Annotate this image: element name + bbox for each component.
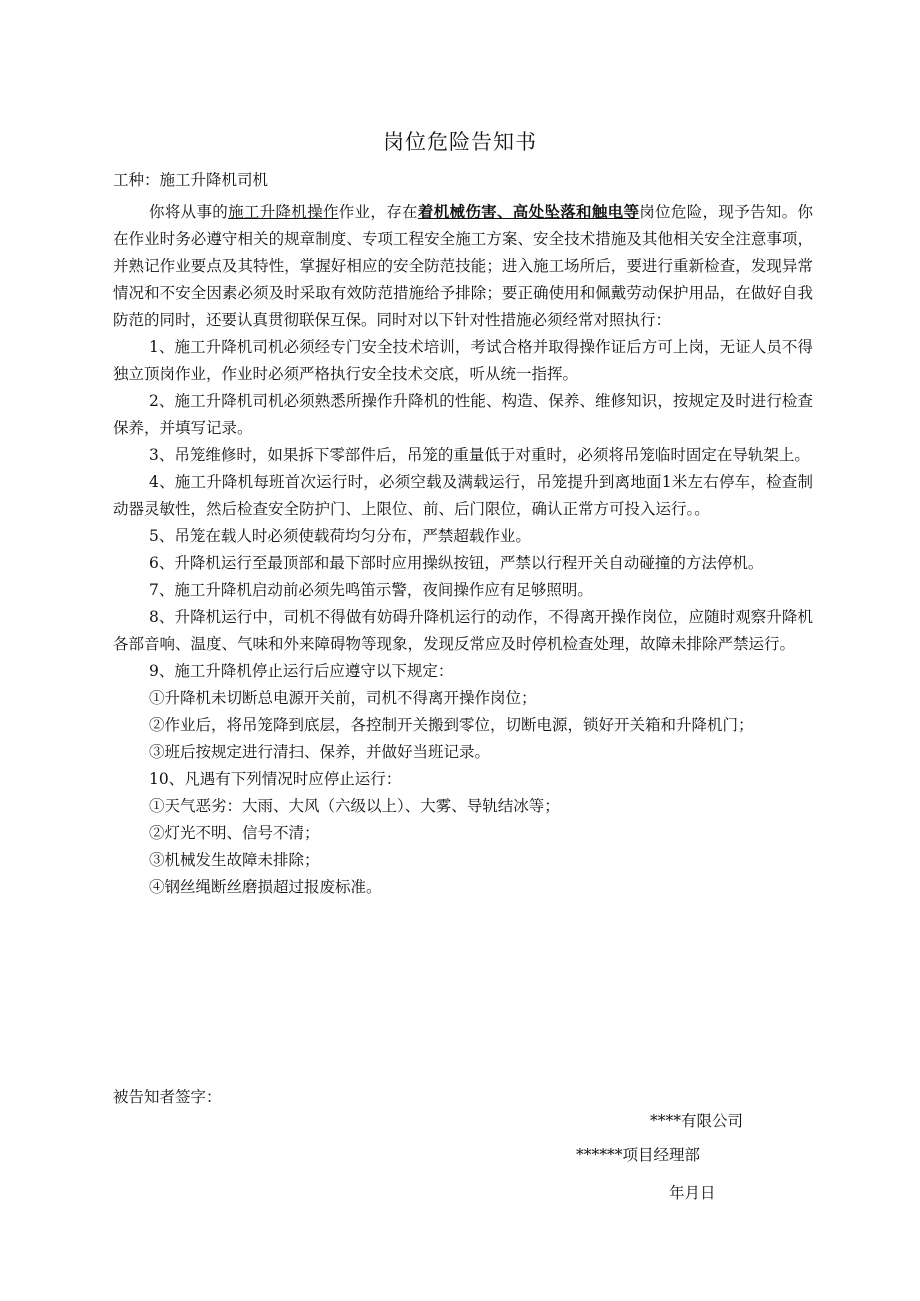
rule-item: 9、施工升降机停止运行后应遵守以下规定：	[149, 662, 454, 680]
rule-item: 5、吊笼在载人时必须使载荷均匀分布，严禁超载作业。	[149, 527, 531, 545]
rule-subitem: ②作业后，将吊笼降到底层，各控制开关搬到零位，切断电源，锁好开关箱和升降机门；	[149, 716, 754, 734]
intro-text-1: 你将从事的	[149, 203, 229, 221]
intro-text-2: 作业，存在	[338, 203, 418, 221]
rule-item: 7、施工升降机启动前必须先鸣笛示警，夜间操作应有足够照明。	[149, 581, 593, 599]
date-line: 年月日	[669, 1184, 716, 1202]
intro-job-underlined: 施工升降机操作	[228, 203, 339, 221]
rule-item: 4、施工升降机每班首次运行时，必须空载及满载运行，吊笼提升到离地面1米左右停车，检查制动器灵敏性，然后检查安全防护门、上限位、前、后门限位，确认正常方可投入运行。。	[113, 473, 813, 518]
job-label: 工种：	[113, 171, 160, 189]
department-name: ******项目经理部	[576, 1146, 701, 1164]
signature-label: 被告知者签字：	[113, 1088, 222, 1106]
rule-subitem: ①升降机未切断总电源开关前，司机不得离开操作岗位；	[149, 689, 537, 707]
rule-subitem: ①天气恶劣：大雨、大风（六级以上）、大雾、导轨结冰等；	[149, 797, 560, 815]
rule-item: 6、升降机运行至最顶部和最下部时应用操纵按钮，严禁以行程开关自动碰撞的方法停机。	[149, 554, 764, 572]
intro-text-3: 岗位危险，现予告知。你在作业时务必遵守相关的规章制度、专项工程安全施工方案、安全技术措施及其他相关安全注意事项，并熟记作业要点及其特性，掌握好相应的安全防范技能；进入施工场所后，要进行重新检查，发现异常情况和不安全因素必须及时采取有效防范措施给予排除；要正确使用和佩戴劳动保护用品，在做好自我防范的同时，还要认真贯彻联保互保。同时对以下针对性措施必须经常对照执行：	[113, 203, 813, 329]
job-value: 施工升降机司机	[159, 171, 269, 189]
notice-body	[113, 198, 813, 901]
intro-hazards: 着机械伤害、高处坠落和触电等	[417, 202, 640, 221]
rule-item: 1、施工升降机司机必须经专门安全技术培训，考试合格并取得操作证后方可上岗，无证人员不得独立顶岗作业，作业时必须严格执行安全技术交底，听从统一指挥。	[113, 338, 813, 383]
rule-item: 2、施工升降机司机必须熟悉所操作升降机的性能、构造、保养、维修知识，按规定及时进行检查保养，并填写记录。	[113, 392, 813, 437]
rule-item: 10、凡遇有下列情况时应停止运行：	[149, 770, 402, 788]
intro-paragraph	[113, 198, 813, 334]
job-type	[113, 170, 268, 190]
rule-item: 3、吊笼维修时，如果拆下零部件后，吊笼的重量低于对重时，必须将吊笼临时固定在导轨架上。	[149, 446, 810, 464]
company-name: ****有限公司	[650, 1112, 744, 1130]
rule-item: 8、升降机运行中，司机不得做有妨碍升降机运行的动作，不得离开操作岗位，应随时观察升降机各部音响、温度、气味和外来障碍物等现象，发现反常应及时停机检查处理，故障未排除严禁运行。	[113, 608, 813, 653]
rule-subitem: ④钢丝绳断丝磨损超过报废标准。	[149, 878, 382, 896]
document-title: 岗位危险告知书	[383, 130, 537, 154]
rule-subitem: ③机械发生故障未排除；	[149, 851, 320, 869]
rule-subitem: ③班后按规定进行清扫、保养，并做好当班记录。	[149, 743, 491, 761]
rule-subitem: ②灯光不明、信号不清；	[149, 824, 320, 842]
